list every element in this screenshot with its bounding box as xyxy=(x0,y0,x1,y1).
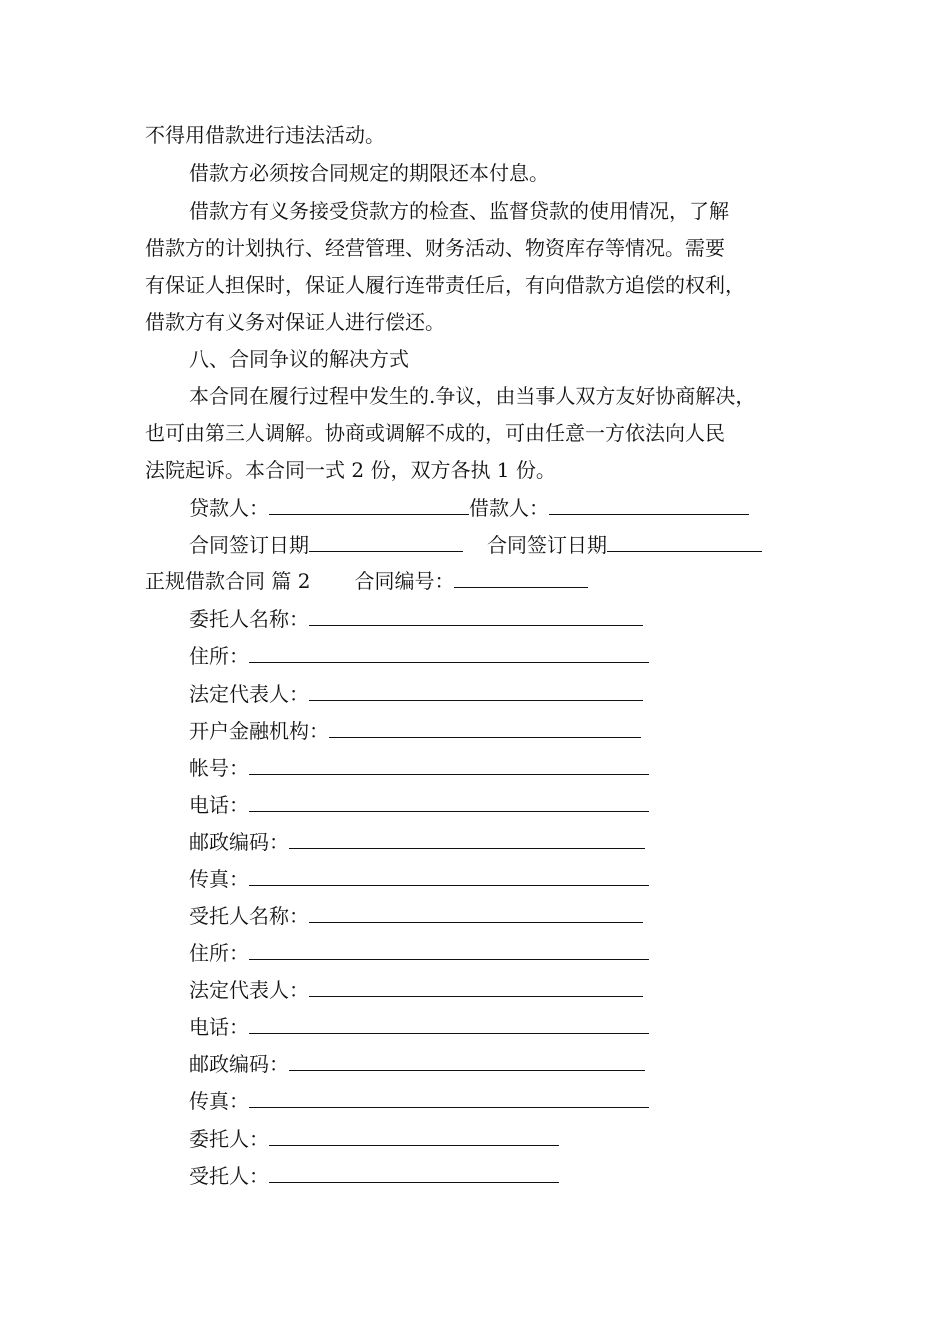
contract-number-label: 合同编号： xyxy=(354,569,455,593)
contract-title-row xyxy=(145,563,588,597)
field-label: 电话： xyxy=(189,793,249,817)
principal-label: 委托人： xyxy=(189,1127,269,1151)
field-blank[interactable] xyxy=(249,861,649,886)
sign-date-row xyxy=(189,527,762,561)
form-field-row xyxy=(189,638,649,672)
text-line: 本合同在履行过程中发生的.争议，由当事人双方友好协商解决， xyxy=(189,384,756,408)
field-blank[interactable] xyxy=(309,972,643,997)
sign-date-blank[interactable] xyxy=(607,527,762,552)
form-field-row xyxy=(189,750,649,784)
text-line: 也可由第三人调解。协商或调解不成的，可由任意一方依法向人民 xyxy=(145,421,725,445)
text-line: 借款方有义务接受贷款方的检查、监督贷款的使用情况，了解 xyxy=(189,199,729,223)
lender-blank[interactable] xyxy=(269,490,469,515)
field-label: 法定代表人： xyxy=(189,682,309,706)
form-field-row xyxy=(189,972,643,1006)
form-field-row xyxy=(189,676,643,710)
field-blank[interactable] xyxy=(249,638,649,663)
field-blank[interactable] xyxy=(249,787,649,812)
form-field-row xyxy=(189,713,641,747)
borrower-label: 借款人： xyxy=(469,496,549,520)
field-blank[interactable] xyxy=(249,1083,649,1108)
field-blank[interactable] xyxy=(309,601,643,626)
principal-blank[interactable] xyxy=(269,1121,559,1146)
text-line: 有保证人担保时，保证人履行连带责任后，有向借款方追偿的权利， xyxy=(145,273,745,297)
signature-row xyxy=(189,490,749,524)
field-label: 住所： xyxy=(189,941,249,965)
field-label: 住所： xyxy=(189,644,249,668)
form-field-row xyxy=(189,601,643,635)
form-field-row xyxy=(189,1083,649,1117)
party-row xyxy=(189,1158,559,1192)
agent-label: 受托人： xyxy=(189,1164,269,1188)
form-field-row xyxy=(189,935,649,969)
text-line: 借款方的计划执行、经营管理、财务活动、物资库存等情况。需要 xyxy=(145,236,725,260)
text-line: 不得用借款进行违法活动。 xyxy=(145,123,385,147)
field-blank[interactable] xyxy=(309,676,643,701)
field-blank[interactable] xyxy=(249,750,649,775)
field-label: 电话： xyxy=(189,1015,249,1039)
form-field-row xyxy=(189,898,643,932)
field-label: 传真： xyxy=(189,867,249,891)
party-row xyxy=(189,1121,559,1155)
field-label: 委托人名称： xyxy=(189,607,309,631)
sign-date-blank[interactable] xyxy=(309,527,463,552)
form-field-row xyxy=(189,1009,649,1043)
field-label: 法定代表人： xyxy=(189,978,309,1002)
field-blank[interactable] xyxy=(309,898,643,923)
field-label: 开户金融机构： xyxy=(189,719,329,743)
form-field-row xyxy=(189,1046,645,1080)
contract-number-blank[interactable] xyxy=(454,563,588,588)
field-label: 邮政编码： xyxy=(189,1052,289,1076)
sign-date-label: 合同签订日期 xyxy=(487,533,607,557)
lender-label: 贷款人： xyxy=(189,496,269,520)
field-blank[interactable] xyxy=(289,824,645,849)
field-blank[interactable] xyxy=(289,1046,645,1071)
borrower-blank[interactable] xyxy=(549,490,749,515)
contract-title: 正规借款合同 篇 2 xyxy=(145,569,311,593)
text-line: 法院起诉。本合同一式 2 份，双方各执 1 份。 xyxy=(145,458,556,482)
field-blank[interactable] xyxy=(329,713,641,738)
agent-blank[interactable] xyxy=(269,1158,559,1183)
field-blank[interactable] xyxy=(249,935,649,960)
form-field-row xyxy=(189,787,649,821)
form-field-row xyxy=(189,861,649,895)
field-label: 受托人名称： xyxy=(189,904,309,928)
sign-date-label: 合同签订日期 xyxy=(189,533,309,557)
field-label: 传真： xyxy=(189,1089,249,1113)
text-line: 借款方必须按合同规定的期限还本付息。 xyxy=(189,161,549,185)
form-field-row xyxy=(189,824,645,858)
text-line: 借款方有义务对保证人进行偿还。 xyxy=(145,310,445,334)
field-label: 帐号： xyxy=(189,756,249,780)
section-heading: 八、合同争议的解决方式 xyxy=(189,347,409,371)
field-label: 邮政编码： xyxy=(189,830,289,854)
field-blank[interactable] xyxy=(249,1009,649,1034)
